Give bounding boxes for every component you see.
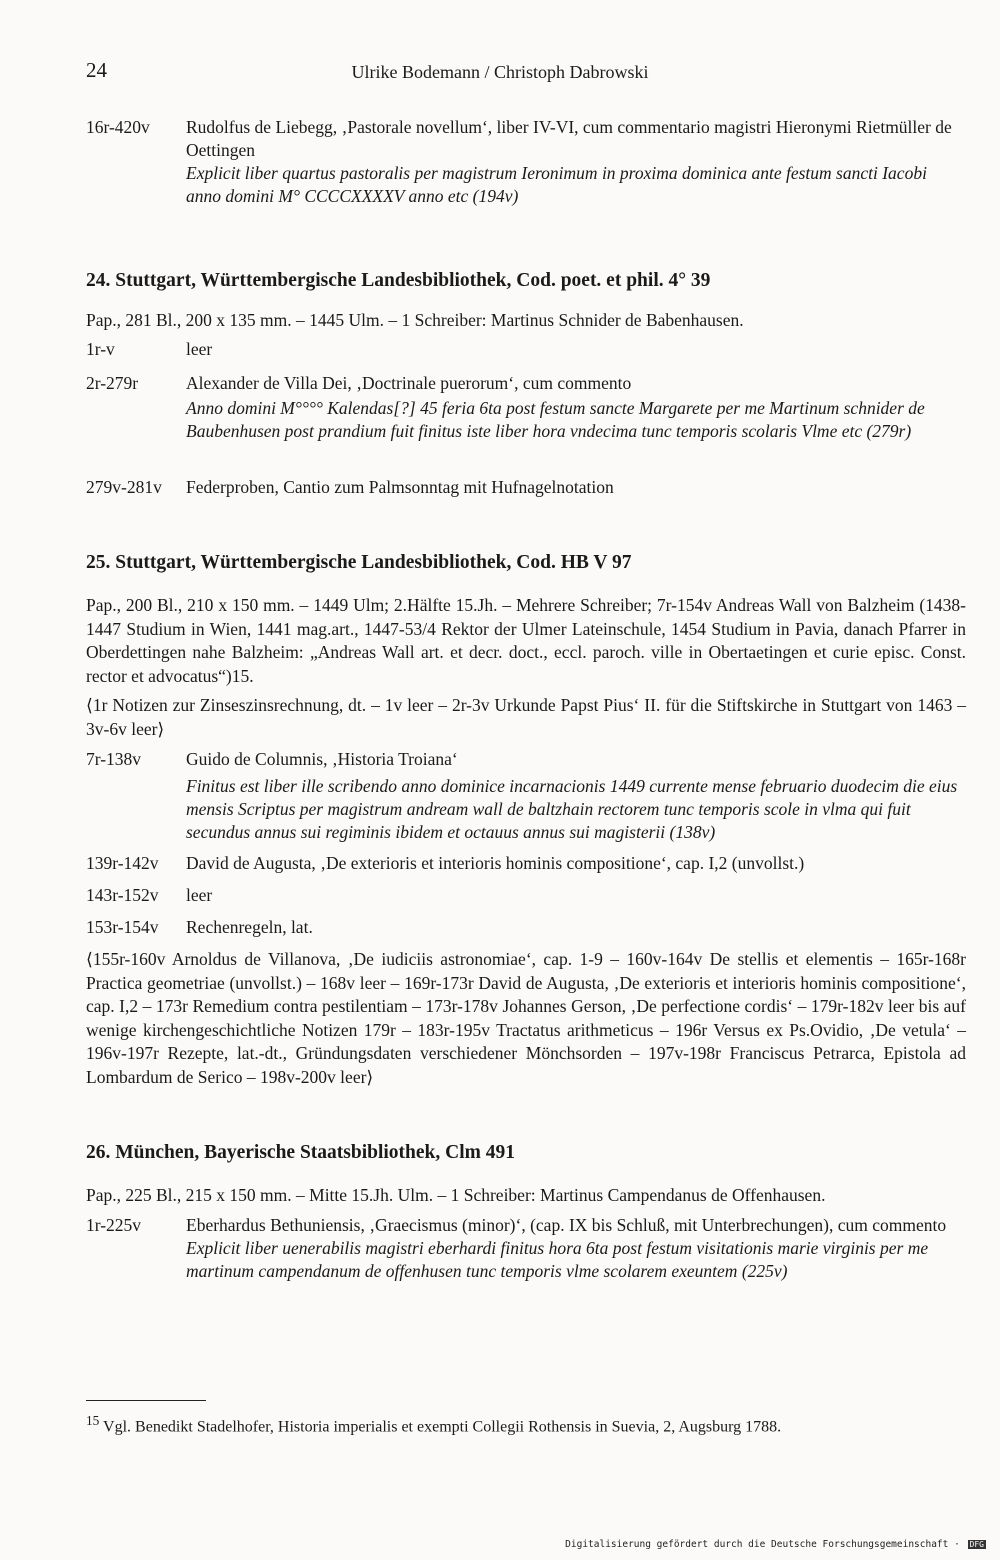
entry-text: leer: [186, 885, 213, 905]
catalog-entry: [86, 116, 966, 208]
folio: 7r-138v: [86, 749, 142, 769]
codex-description: Pap., 200 Bl., 210 x 150 mm. – 1449 Ulm; 2.Hälfte 15.Jh. – Mehrere Schreiber; 7r-154v Andreas Wall von Balzheim (1438-1447 Studium in Wien, 1441 mag.art., 1447-53/4 Rektor der Ulmer Lateinschule, 1454 Studium in Pavia, danach Pfarrer in Oberdettingen nahe Balzheim: „Andreas Wall art. et decr. doct., eccl. paroch. ville in Obertaetingen et curie episc. Const. rector et advocatus“)15.: [86, 595, 966, 686]
explicit-text: Explicit liber uenerabilis magistri eberhardi finitus hora 6ta post festum visitationis marie virginis per me martinum campendanum de offenhusen tunc temporis vlme scolarem exeuntem (225v): [186, 1238, 929, 1281]
entry-text: Rudolfus de Liebegg, ‚Pastorale novellum‘, liber IV-VI, cum commentario magistri Hieronymi Rietmüller de Oettingen: [186, 117, 952, 160]
running-head: Ulrike Bodemann / Christoph Dabrowski: [351, 62, 649, 82]
contents-note: ⟨1r Notizen zur Zinseszinsrechnung, dt. – 1v leer – 2r-3v Urkunde Papst Pius‘ II. für die Stiftskirche in Stuttgart von 1463 – 3v-6v leer⟩: [86, 695, 966, 739]
codex-description: Pap., 225 Bl., 215 x 150 mm. – Mitte 15.Jh. Ulm. – 1 Schreiber: Martinus Campendanus de Offenhausen.: [86, 1185, 826, 1205]
digitization-credit: [565, 1539, 986, 1550]
entry-text: leer: [186, 339, 213, 359]
entry-text: Alexander de Villa Dei, ‚Doctrinale puerorum‘, cum commento: [186, 373, 632, 393]
folio: 153r-154v: [86, 917, 159, 937]
folio: 2r-279r: [86, 373, 139, 393]
explicit-text: Anno domini M°°°° Kalendas[?] 45 feria 6ta post festum sancte Margarete per me Martinum schnider de Baubenhusen post prandium fuit finitus iste liber hora vndecima tunc temporis scolaris Vlme etc (279r): [186, 398, 925, 441]
entry-text: David de Augusta, ‚De exterioris et interioris hominis compositione‘, cap. I,2 (unvollst.): [186, 853, 805, 873]
entry-text: Eberhardus Bethuniensis, ‚Graecismus (minor)‘, (cap. IX bis Schluß, mit Unterbrechungen), cum commento: [186, 1215, 947, 1235]
catalog-entry: [86, 884, 966, 907]
folio: 1r-v: [86, 339, 115, 359]
catalog-entry: [86, 852, 966, 875]
codex-description: Pap., 281 Bl., 200 x 135 mm. – 1445 Ulm. – 1 Schreiber: Martinus Schnider de Babenhausen.: [86, 310, 744, 330]
contents-note: ⟨155r-160v Arnoldus de Villanova, ‚De iudiciis astronomiae‘, cap. 1-9 – 160v-164v De stellis et elementis – 165r-168r Practica geometriae (unvollst.) – 168v leer – 169r-173r David de Augusta, ‚De exterioris et interioris hominis compositione‘, cap. I,2 – 173r Remedium contra pestilentiam – 173r-178v Johannes Gerson, ‚De perfectione cordis‘ – 179r-182v leer bis auf wenige kirchengeschichtliche Notizen 179r – 183r-195v Tractatus arithmeticus – 196r Versus ex Ps.Ovidio, ‚De vetula‘ – 196v-197r Rezepte, lat.-dt., Gründungsdaten verschiedener Mönchsorden – 197v-198r Franciscus Petrarca, Epistola ad Lombardum de Serico – 198v-200v leer⟩: [86, 949, 966, 1087]
page-number: 24: [86, 58, 107, 82]
explicit-text: Finitus est liber ille scribendo anno dominice incarnacionis 1449 currente mense februario duodecim die eius mensis Scriptus per magistrum andream wall de baltzhain rectorem tunc temporis scole in vlma qui fuit secundus annus sui regiminis ibidem et octauus annus sui magisterii (138v): [186, 776, 958, 842]
folio: 16r-420v: [86, 117, 150, 137]
section-heading: 26. München, Bayerische Staatsbibliothek, Clm 491: [86, 1142, 516, 1163]
catalog-entry: [86, 1214, 966, 1283]
footnote-rule: [86, 1400, 206, 1401]
footnote-text: Vgl. Benedikt Stadelhofer, Historia imperialis et exempti Collegii Rothensis in Suevia, 2, Augsburg 1788.: [103, 1418, 782, 1436]
section-heading: 25. Stuttgart, Württembergische Landesbibliothek, Cod. HB V 97: [86, 552, 632, 573]
catalog-entry: [86, 748, 966, 844]
catalog-entry: [86, 476, 966, 499]
folio: 279v-281v: [86, 477, 162, 497]
entry-text: Rechenregeln, lat.: [186, 917, 313, 937]
footnote: [86, 1410, 966, 1438]
credit-text: Digitalisierung gefördert durch die Deutsche Forschungsgemeinschaft ·: [565, 1539, 960, 1550]
entry-text: Federproben, Cantio zum Palmsonntag mit Hufnagelnotation: [186, 477, 614, 497]
dfg-logo: DFG: [969, 1540, 984, 1549]
catalog-entry: [86, 372, 966, 443]
folio: 139r-142v: [86, 853, 159, 873]
section-heading: 24. Stuttgart, Württembergische Landesbibliothek, Cod. poet. et phil. 4° 39: [86, 270, 711, 291]
explicit-text: Explicit liber quartus pastoralis per magistrum Ieronimum in proxima dominica ante festum sancti Iacobi anno domini M° CCCCXXXXV anno etc (194v): [186, 163, 927, 206]
entry-text: Guido de Columnis, ‚Historia Troiana‘: [186, 749, 458, 769]
catalog-entry: [86, 916, 966, 939]
folio: 1r-225v: [86, 1215, 142, 1235]
folio: 143r-152v: [86, 885, 159, 905]
catalog-entry: [86, 338, 966, 361]
footnote-mark: 15: [86, 1413, 100, 1428]
